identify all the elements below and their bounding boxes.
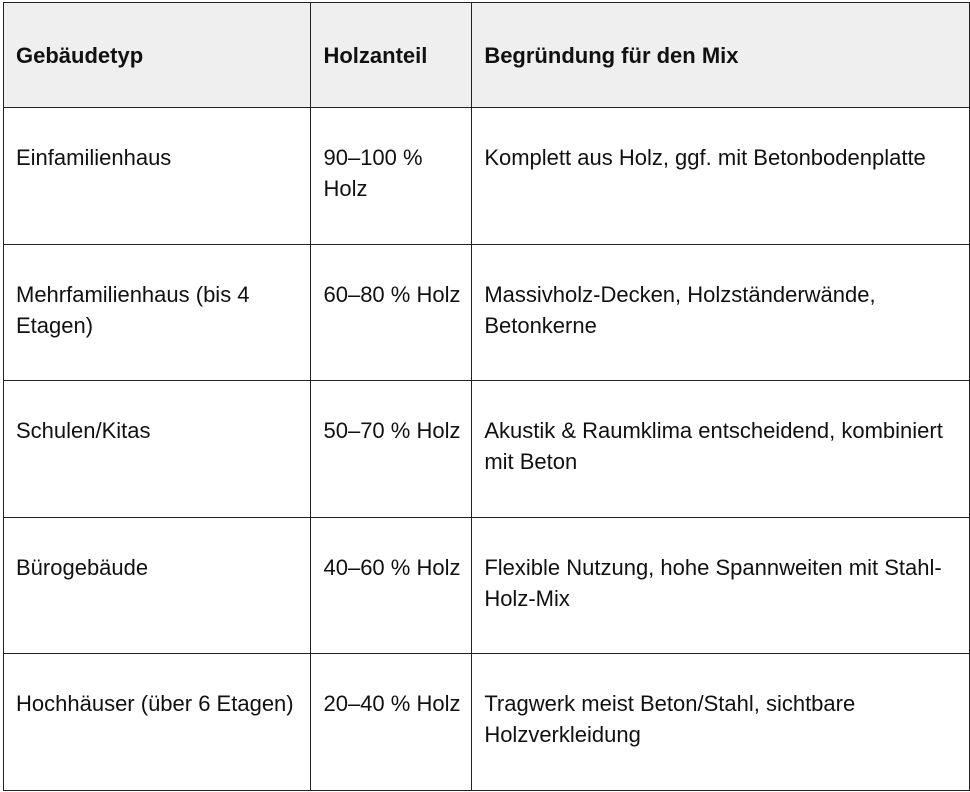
table-header	[4, 3, 970, 108]
header-holzanteil: Holzanteil	[311, 3, 472, 108]
cell-gebaeudetyp: Hochhäuser (über 6 Etagen)	[4, 654, 311, 791]
building-type-table	[3, 2, 970, 791]
cell-holzanteil: 20–40 % Holz	[311, 654, 472, 791]
cell-holzanteil: 90–100 % Holz	[311, 108, 472, 245]
table-body	[4, 108, 970, 791]
cell-gebaeudetyp: Bürogebäude	[4, 517, 311, 654]
cell-gebaeudetyp: Einfamilienhaus	[4, 108, 311, 245]
cell-begruendung: Massivholz-Decken, Holzständerwände, Betonkerne	[472, 244, 970, 381]
table-row	[4, 244, 970, 381]
cell-begruendung: Komplett aus Holz, ggf. mit Betonbodenplatte	[472, 108, 970, 245]
cell-holzanteil: 60–80 % Holz	[311, 244, 472, 381]
cell-begruendung: Akustik & Raumklima entscheidend, kombiniert mit Beton	[472, 381, 970, 518]
cell-holzanteil: 40–60 % Holz	[311, 517, 472, 654]
cell-gebaeudetyp: Mehrfamilienhaus (bis 4 Etagen)	[4, 244, 311, 381]
table-row	[4, 654, 970, 791]
table-row	[4, 381, 970, 518]
header-gebaeudetyp: Gebäudetyp	[4, 3, 311, 108]
table-container	[3, 2, 970, 791]
cell-begruendung: Tragwerk meist Beton/Stahl, sichtbare Holzverkleidung	[472, 654, 970, 791]
cell-begruendung: Flexible Nutzung, hohe Spannweiten mit Stahl-Holz-Mix	[472, 517, 970, 654]
table-row	[4, 108, 970, 245]
header-begruendung: Begründung für den Mix	[472, 3, 970, 108]
table-row	[4, 517, 970, 654]
cell-gebaeudetyp: Schulen/Kitas	[4, 381, 311, 518]
cell-holzanteil: 50–70 % Holz	[311, 381, 472, 518]
header-row	[4, 3, 970, 108]
